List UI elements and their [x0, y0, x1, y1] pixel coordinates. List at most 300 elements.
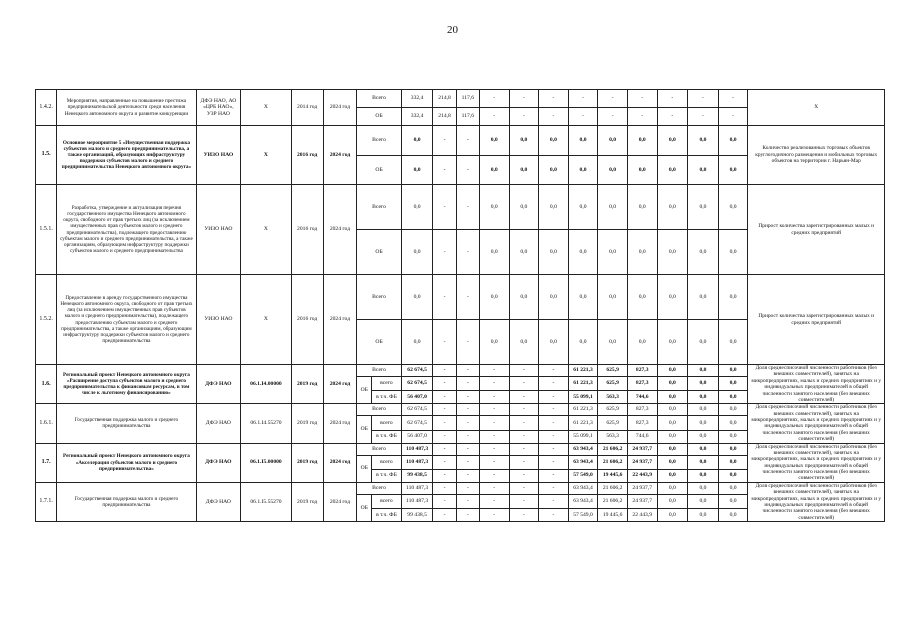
amount-cell: 0,0: [688, 320, 719, 365]
amount-cell: 0,0: [718, 365, 748, 377]
end-year: 2024 год: [323, 443, 357, 482]
amount-cell: 0,0: [598, 156, 628, 185]
amount-cell: 0,0: [539, 185, 569, 230]
source-ob: ОБ: [357, 494, 372, 521]
amount-cell: 0,0: [598, 126, 628, 156]
amount-cell: -: [479, 377, 509, 391]
amount-cell: 332,4: [401, 108, 433, 126]
amount-cell: -: [433, 365, 456, 377]
amount-cell: 0,0: [718, 482, 748, 494]
source-ob: ОБ: [357, 320, 401, 365]
amount-cell: -: [539, 416, 569, 430]
measure-description: Государственная поддержка малого и среднего предпринимательства: [57, 482, 197, 521]
budget-code: Х: [241, 185, 292, 275]
executor: ДФЭ НАО: [196, 443, 240, 482]
amount-cell: 56 407,0: [401, 430, 433, 443]
row-number: 1.5.2.: [36, 275, 57, 365]
amount-cell: -: [598, 108, 628, 126]
end-year: 2024 год: [323, 404, 357, 443]
end-year: 2024 год: [323, 90, 357, 126]
amount-cell: -: [456, 156, 479, 185]
row-number: 1.6.1.: [36, 404, 57, 443]
amount-cell: 0,0: [479, 126, 509, 156]
source-total: Всего: [357, 404, 401, 416]
amount-cell: -: [456, 377, 479, 391]
amount-cell: -: [433, 230, 456, 275]
amount-cell: -: [509, 416, 539, 430]
amount-cell: -: [456, 275, 479, 320]
source-ob: ОБ: [357, 108, 401, 126]
amount-cell: -: [479, 494, 509, 508]
amount-cell: 0,0: [718, 156, 748, 185]
amount-cell: -: [479, 90, 509, 108]
table-row: [36, 185, 885, 230]
row-number: 1.7.: [36, 443, 57, 482]
target-indicator: Доля среднесписочной численности работников (без внешних совместителей), занятых на микропредприятиях, малых и средних предприятиях и у индивидуальных предпринимателей в общей численности занятого населения (без внешних совместителей): [748, 365, 885, 404]
amount-cell: 0,0: [479, 185, 509, 230]
amount-cell: 0,0: [509, 185, 539, 230]
source-ob: ОБ: [357, 377, 372, 404]
amount-cell: 0,0: [401, 185, 433, 230]
amount-cell: -: [433, 494, 456, 508]
amount-cell: 744,6: [627, 430, 657, 443]
executor: ДФЭ НАО: [196, 365, 240, 404]
amount-cell: 62 674,5: [401, 377, 433, 391]
amount-cell: 19 445,6: [598, 509, 628, 522]
amount-cell: 0,0: [718, 230, 748, 275]
amount-cell: 0,0: [718, 320, 748, 365]
target-indicator: Доля среднесписочной численности работников (без внешних совместителей), занятых на микропредприятиях, малых и средних предприятиях и у индивидуальных предпринимателей в общей численности занятого населения (без внешних совместителей): [748, 404, 885, 443]
amount-cell: 0,0: [688, 126, 719, 156]
source-ob: ОБ: [357, 455, 372, 482]
amount-cell: 0,0: [509, 320, 539, 365]
amount-cell: 0,0: [598, 185, 628, 230]
table-row: [36, 443, 885, 455]
amount-cell: -: [688, 108, 719, 126]
start-year: 2016 год: [291, 126, 323, 185]
amount-cell: 0,0: [627, 185, 657, 230]
amount-cell: 117,6: [456, 90, 479, 108]
amount-cell: 0,0: [688, 391, 719, 404]
start-year: 2016 год: [291, 185, 323, 275]
amount-cell: -: [479, 391, 509, 404]
amount-cell: 0,0: [401, 156, 433, 185]
amount-cell: 563,3: [598, 430, 628, 443]
amount-cell: -: [657, 90, 688, 108]
table-row: [36, 365, 885, 377]
amount-cell: 22 443,9: [627, 509, 657, 522]
amount-cell: 56 407,0: [401, 391, 433, 404]
amount-cell: -: [568, 108, 598, 126]
source-total-sub: всего: [372, 494, 402, 508]
source-fb: в т.ч. ФБ: [372, 391, 402, 404]
amount-cell: 332,4: [401, 90, 433, 108]
table-row: [36, 90, 885, 108]
measure-description: Разработка, утверждение и актуализация перечня государственного имущества Ненецкого автономного округа, свободного от прав третьих лиц (за исключением имущественных прав субъектов малого и среднего предпринимательства), подлежащего предоставлению субъектам малого и среднего предпринимательства, а также организациям, образующим инфраструктуру поддержки субъектов малого и среднего предпринимательства: [57, 185, 197, 275]
end-year: 2024 год: [323, 185, 357, 275]
start-year: 2014 год: [291, 90, 323, 126]
amount-cell: 0,0: [657, 156, 688, 185]
amount-cell: 827,3: [627, 377, 657, 391]
amount-cell: 0,0: [718, 455, 748, 469]
measure-description: Государственная поддержка малого и среднего предпринимательства: [57, 404, 197, 443]
source-ob: ОБ: [357, 230, 401, 275]
amount-cell: 0,0: [657, 494, 688, 508]
amount-cell: -: [456, 230, 479, 275]
amount-cell: -: [539, 365, 569, 377]
amount-cell: 0,0: [657, 455, 688, 469]
measure-description: Основное мероприятие 5 «Имущественная поддержка субъектов малого и среднего предпринимательства, а также организаций, образующих инфраструктуру поддержки субъектов малого и среднего предпринимательства Ненецкого автономного округа»: [57, 126, 197, 185]
source-total: Всего: [357, 443, 401, 455]
amount-cell: 0,0: [657, 404, 688, 416]
amount-cell: -: [509, 377, 539, 391]
amount-cell: 61 221,3: [568, 377, 598, 391]
source-ob: ОБ: [357, 156, 401, 185]
amount-cell: 110 487,3: [401, 482, 433, 494]
amount-cell: -: [456, 482, 479, 494]
amount-cell: 0,0: [568, 156, 598, 185]
amount-cell: 0,0: [539, 126, 569, 156]
amount-cell: 0,0: [539, 320, 569, 365]
source-fb: в т.ч. ФБ: [372, 469, 402, 482]
amount-cell: -: [539, 494, 569, 508]
amount-cell: 0,0: [627, 230, 657, 275]
source-total: Всего: [357, 185, 401, 230]
amount-cell: 0,0: [688, 455, 719, 469]
amount-cell: 0,0: [657, 320, 688, 365]
amount-cell: -: [433, 377, 456, 391]
amount-cell: 62 674,5: [401, 365, 433, 377]
amount-cell: 110 487,3: [401, 455, 433, 469]
amount-cell: -: [433, 509, 456, 522]
amount-cell: 625,9: [598, 416, 628, 430]
amount-cell: 0,0: [688, 494, 719, 508]
amount-cell: 214,8: [433, 90, 456, 108]
amount-cell: 62 674,5: [401, 416, 433, 430]
amount-cell: -: [539, 90, 569, 108]
amount-cell: -: [433, 391, 456, 404]
table-row: [36, 482, 885, 494]
budget-code: Х: [241, 275, 292, 365]
end-year: 2024 год: [323, 126, 357, 185]
target-indicator: Прирост количества зарегистрированных малых и средних предприятий: [748, 275, 885, 365]
amount-cell: 0,0: [688, 443, 719, 455]
amount-cell: 0,0: [401, 275, 433, 320]
source-total-sub: всего: [372, 416, 402, 430]
amount-cell: 0,0: [718, 430, 748, 443]
amount-cell: 61 221,3: [568, 404, 598, 416]
program-table: [35, 89, 885, 522]
amount-cell: 24 937,7: [627, 455, 657, 469]
amount-cell: -: [456, 126, 479, 156]
amount-cell: 62 674,5: [401, 404, 433, 416]
amount-cell: 0,0: [568, 320, 598, 365]
amount-cell: -: [539, 482, 569, 494]
amount-cell: 0,0: [718, 509, 748, 522]
amount-cell: 625,9: [598, 365, 628, 377]
measure-description: Региональный проект Ненецкого автономного округа «Акселерация субъектов малого и среднего предпринимательства»: [57, 443, 197, 482]
amount-cell: 0,0: [657, 377, 688, 391]
amount-cell: -: [627, 108, 657, 126]
amount-cell: -: [509, 108, 539, 126]
measure-description: Мероприятия, направленные на повышение престижа предпринимательской деятельности среди населения Ненецкого автономного округа и развитие конкуренции: [57, 90, 197, 126]
end-year: 2024 год: [323, 365, 357, 404]
amount-cell: 0,0: [401, 230, 433, 275]
amount-cell: -: [509, 494, 539, 508]
budget-code: 06.1.I4.55270: [241, 404, 292, 443]
amount-cell: -: [539, 469, 569, 482]
end-year: 2024 год: [323, 482, 357, 521]
amount-cell: 0,0: [568, 230, 598, 275]
amount-cell: -: [509, 509, 539, 522]
amount-cell: -: [479, 404, 509, 416]
measure-description: Региональный проект Ненецкого автономного округа «Расширение доступа субъектов малого и среднего предпринимательства к финансовым ресурсам, в том числе к льготному финансированию»: [57, 365, 197, 404]
amount-cell: 0,0: [539, 156, 569, 185]
amount-cell: -: [509, 404, 539, 416]
amount-cell: 0,0: [509, 156, 539, 185]
amount-cell: -: [568, 90, 598, 108]
amount-cell: -: [433, 430, 456, 443]
amount-cell: -: [433, 404, 456, 416]
source-total: Всего: [357, 126, 401, 156]
amount-cell: 61 221,3: [568, 365, 598, 377]
amount-cell: 0,0: [627, 156, 657, 185]
amount-cell: 0,0: [657, 126, 688, 156]
amount-cell: 24 937,7: [627, 443, 657, 455]
amount-cell: -: [509, 90, 539, 108]
amount-cell: 0,0: [718, 377, 748, 391]
amount-cell: -: [539, 404, 569, 416]
amount-cell: -: [718, 108, 748, 126]
row-number: 1.4.2.: [36, 90, 57, 126]
amount-cell: 0,0: [718, 126, 748, 156]
amount-cell: 0,0: [598, 320, 628, 365]
amount-cell: -: [456, 320, 479, 365]
amount-cell: -: [479, 443, 509, 455]
source-fb: в т.ч. ФБ: [372, 509, 402, 522]
executor: УИЗО НАО: [196, 275, 240, 365]
budget-code: 06.1.I4.00000: [241, 365, 292, 404]
amount-cell: 0,0: [568, 185, 598, 230]
amount-cell: 0,0: [657, 230, 688, 275]
table-row: [36, 126, 885, 156]
amount-cell: -: [433, 156, 456, 185]
amount-cell: 0,0: [598, 230, 628, 275]
amount-cell: 0,0: [718, 185, 748, 230]
executor: ДФЭ НАО: [196, 482, 240, 521]
amount-cell: 0,0: [688, 430, 719, 443]
amount-cell: 0,0: [688, 185, 719, 230]
amount-cell: 0,0: [657, 365, 688, 377]
amount-cell: 21 606,2: [598, 494, 628, 508]
amount-cell: -: [479, 482, 509, 494]
amount-cell: 0,0: [598, 275, 628, 320]
budget-code: 06.1.I5.00000: [241, 443, 292, 482]
amount-cell: 0,0: [688, 404, 719, 416]
end-year: 2024 год: [323, 275, 357, 365]
amount-cell: 63 943,4: [568, 482, 598, 494]
amount-cell: 0,0: [718, 469, 748, 482]
page-number: 20: [447, 24, 458, 36]
amount-cell: -: [433, 443, 456, 455]
amount-cell: -: [433, 455, 456, 469]
amount-cell: 827,3: [627, 365, 657, 377]
amount-cell: 0,0: [568, 275, 598, 320]
budget-code: Х: [241, 126, 292, 185]
amount-cell: -: [539, 455, 569, 469]
target-indicator: Х: [748, 90, 885, 126]
amount-cell: 0,0: [688, 230, 719, 275]
row-number: 1.6.: [36, 365, 57, 404]
start-year: 2019 год: [291, 365, 323, 404]
amount-cell: 61 221,3: [568, 416, 598, 430]
amount-cell: 117,6: [456, 108, 479, 126]
start-year: 2019 год: [291, 443, 323, 482]
amount-cell: 0,0: [539, 230, 569, 275]
amount-cell: 0,0: [688, 365, 719, 377]
amount-cell: -: [539, 108, 569, 126]
amount-cell: 0,0: [657, 443, 688, 455]
amount-cell: -: [539, 391, 569, 404]
amount-cell: 0,0: [509, 126, 539, 156]
amount-cell: 0,0: [479, 230, 509, 275]
amount-cell: -: [539, 377, 569, 391]
amount-cell: -: [479, 469, 509, 482]
amount-cell: -: [479, 416, 509, 430]
amount-cell: 22 443,9: [627, 469, 657, 482]
amount-cell: -: [433, 185, 456, 230]
amount-cell: -: [456, 391, 479, 404]
amount-cell: -: [718, 90, 748, 108]
amount-cell: -: [509, 391, 539, 404]
executor: ДФЭ НАО: [196, 404, 240, 443]
amount-cell: 0,0: [657, 509, 688, 522]
amount-cell: 0,0: [688, 469, 719, 482]
amount-cell: -: [657, 108, 688, 126]
amount-cell: 0,0: [688, 275, 719, 320]
amount-cell: -: [627, 90, 657, 108]
amount-cell: 57 549,0: [568, 509, 598, 522]
amount-cell: 24 937,7: [627, 482, 657, 494]
amount-cell: 0,0: [509, 275, 539, 320]
target-indicator: Доля среднесписочной численности работников (без внешних совместителей), занятых на микропредприятиях, малых и средних предприятиях и у индивидуальных предпринимателей в общей численности занятого населения (без внешних совместителей): [748, 482, 885, 521]
measure-description: Предоставление в аренду государственного имущества Ненецкого автономного округа, свободного от прав третьих лиц (за исключением имущественных прав субъектов малого и среднего предпринимательства), подлежащего предоставлению субъектам малого и среднего предпринимательства, а также организациям, образующим инфраструктуру поддержки субъектов малого и среднего предпринимательства: [57, 275, 197, 365]
amount-cell: 0,0: [657, 391, 688, 404]
amount-cell: 0,0: [657, 469, 688, 482]
amount-cell: 625,9: [598, 404, 628, 416]
row-number: 1.7.1.: [36, 482, 57, 521]
amount-cell: -: [509, 430, 539, 443]
amount-cell: 0,0: [688, 416, 719, 430]
amount-cell: -: [433, 469, 456, 482]
amount-cell: 0,0: [657, 275, 688, 320]
amount-cell: -: [456, 404, 479, 416]
amount-cell: 0,0: [688, 482, 719, 494]
row-number: 1.5.: [36, 126, 57, 185]
amount-cell: 0,0: [718, 404, 748, 416]
budget-code: 06.1.I5.55270: [241, 482, 292, 521]
amount-cell: -: [433, 482, 456, 494]
target-indicator: Доля среднесписочной численности работников (без внешних совместителей), занятых на микропредприятиях, малых и средних предприятиях и у индивидуальных предпринимателей в общей численности занятого населения (без внешних совместителей): [748, 443, 885, 482]
amount-cell: -: [456, 416, 479, 430]
amount-cell: 99 438,5: [401, 469, 433, 482]
amount-cell: 0,0: [627, 126, 657, 156]
amount-cell: -: [433, 126, 456, 156]
amount-cell: 827,3: [627, 416, 657, 430]
amount-cell: 63 943,4: [568, 494, 598, 508]
amount-cell: 21 606,2: [598, 482, 628, 494]
amount-cell: 0,0: [718, 494, 748, 508]
amount-cell: -: [456, 443, 479, 455]
amount-cell: 110 487,3: [401, 443, 433, 455]
amount-cell: -: [456, 494, 479, 508]
amount-cell: 214,8: [433, 108, 456, 126]
amount-cell: -: [433, 275, 456, 320]
amount-cell: -: [479, 365, 509, 377]
amount-cell: 0,0: [718, 275, 748, 320]
table-row: [36, 275, 885, 320]
budget-code: Х: [241, 90, 292, 126]
amount-cell: -: [598, 90, 628, 108]
amount-cell: -: [539, 509, 569, 522]
amount-cell: -: [433, 416, 456, 430]
amount-cell: -: [509, 365, 539, 377]
amount-cell: 563,3: [598, 391, 628, 404]
amount-cell: 0,0: [401, 320, 433, 365]
amount-cell: 0,0: [688, 509, 719, 522]
amount-cell: -: [456, 455, 479, 469]
amount-cell: 0,0: [718, 416, 748, 430]
amount-cell: 0,0: [657, 416, 688, 430]
source-total: Всего: [357, 365, 401, 377]
amount-cell: 0,0: [479, 275, 509, 320]
amount-cell: 0,0: [657, 482, 688, 494]
amount-cell: 21 606,2: [598, 455, 628, 469]
executor: ДФЭ НАО, АО «ЦРБ НАО», УЗР НАО: [196, 90, 240, 126]
amount-cell: 625,9: [598, 377, 628, 391]
executor: УИЗО НАО: [196, 185, 240, 275]
amount-cell: 0,0: [688, 156, 719, 185]
amount-cell: -: [509, 469, 539, 482]
table-row: [36, 404, 885, 416]
row-number: 1.5.1.: [36, 185, 57, 275]
amount-cell: 744,6: [627, 391, 657, 404]
amount-cell: 55 099,1: [568, 391, 598, 404]
amount-cell: 24 937,7: [627, 494, 657, 508]
source-total-sub: всего: [372, 455, 402, 469]
amount-cell: 21 606,2: [598, 443, 628, 455]
source-fb: в т.ч. ФБ: [372, 430, 402, 443]
amount-cell: 0,0: [657, 430, 688, 443]
amount-cell: 55 099,1: [568, 430, 598, 443]
start-year: 2016 год: [291, 275, 323, 365]
amount-cell: -: [456, 365, 479, 377]
start-year: 2019 год: [291, 404, 323, 443]
amount-cell: -: [509, 482, 539, 494]
amount-cell: 0,0: [509, 230, 539, 275]
amount-cell: 0,0: [479, 156, 509, 185]
amount-cell: 0,0: [718, 443, 748, 455]
target-indicator: Прирост количества зарегистрированных малых и средних предприятий: [748, 185, 885, 275]
amount-cell: -: [456, 469, 479, 482]
amount-cell: 99 438,5: [401, 509, 433, 522]
source-total-sub: всего: [372, 377, 402, 391]
amount-cell: -: [539, 443, 569, 455]
amount-cell: -: [479, 108, 509, 126]
amount-cell: 0,0: [568, 126, 598, 156]
amount-cell: -: [456, 185, 479, 230]
amount-cell: -: [509, 443, 539, 455]
